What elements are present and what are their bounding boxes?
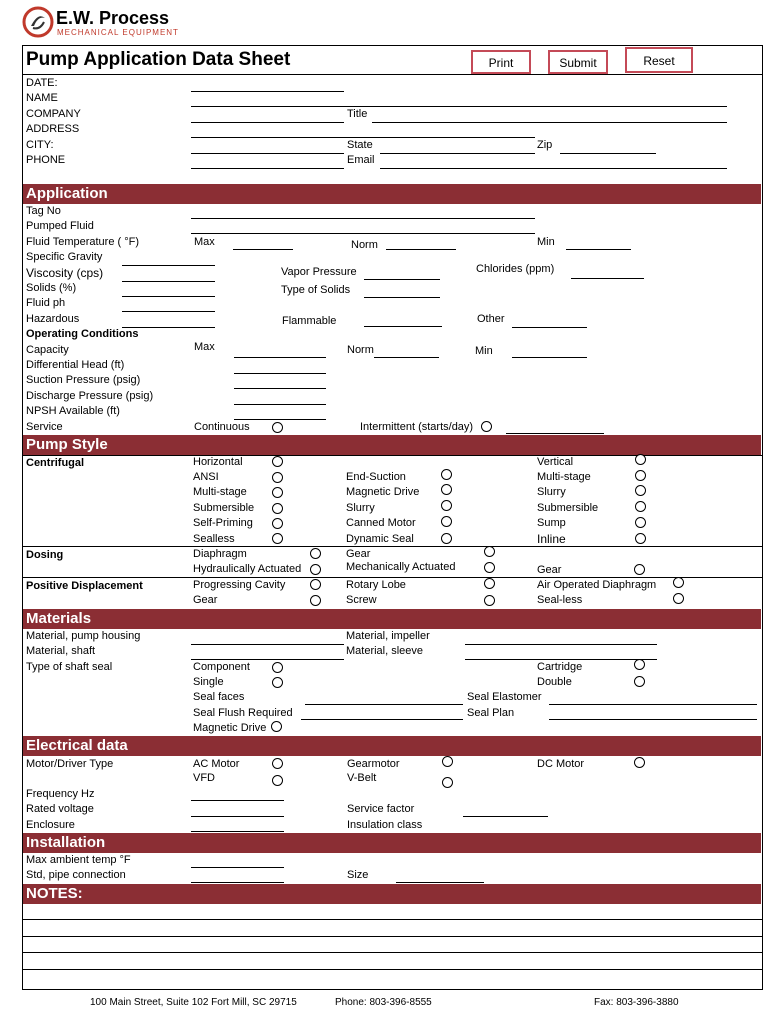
address-field[interactable] — [191, 137, 535, 138]
print-button[interactable]: Print — [471, 50, 531, 74]
notes-line[interactable] — [22, 969, 763, 970]
suction-pressure-field[interactable] — [234, 388, 326, 389]
end-suction-radio[interactable] — [441, 469, 452, 480]
specific-gravity-label: Specific Gravity — [26, 251, 103, 263]
notes-line[interactable] — [22, 919, 763, 920]
intermittent-field[interactable] — [506, 433, 604, 434]
continuous-label: Continuous — [194, 421, 250, 433]
section-electrical: Electrical data — [23, 736, 761, 756]
service-factor-label: Service factor — [347, 803, 415, 815]
seal-flush-field[interactable] — [301, 719, 463, 720]
fluid-temp-min-field[interactable] — [566, 249, 631, 250]
size-field[interactable] — [396, 882, 484, 883]
company-label: COMPANY — [26, 108, 81, 120]
vbelt-radio[interactable] — [442, 777, 453, 788]
page-title: Pump Application Data Sheet — [26, 49, 291, 70]
seal-plan-field[interactable] — [549, 719, 757, 720]
date-field[interactable] — [191, 91, 344, 92]
npsh-field[interactable] — [234, 419, 326, 420]
name-label: NAME — [26, 92, 58, 104]
type-of-solids-field[interactable] — [364, 297, 440, 298]
pd-option-label: Air Operated Diaphragm — [537, 579, 657, 591]
dosing-option-label: Hydraulically Actuated — [193, 563, 302, 575]
vbelt-label: V-Belt — [347, 772, 377, 784]
vfd-label: VFD — [193, 772, 215, 784]
notes-line[interactable] — [22, 936, 763, 937]
state-field[interactable] — [380, 153, 535, 154]
pd-option-label: Gear — [193, 594, 218, 606]
seal-plan-label: Seal Plan — [467, 707, 515, 719]
component-radio[interactable] — [272, 662, 283, 673]
canned-motor-radio[interactable] — [441, 516, 452, 527]
centrifugal-option-label: Slurry — [346, 502, 375, 514]
dosing-option-label: Gear — [346, 548, 371, 560]
capacity-min-field[interactable] — [512, 357, 587, 358]
date-label: DATE: — [26, 77, 58, 89]
centrifugal-option-label: Magnetic Drive — [346, 486, 420, 498]
centrifugal-option-label: Multi-stage — [537, 471, 591, 483]
centrifugal-option-label: Submersible — [193, 502, 255, 514]
single-label: Single — [193, 676, 224, 688]
submit-button[interactable]: Submit — [548, 50, 608, 74]
city-field[interactable] — [191, 153, 344, 154]
submersible-vertical-radio[interactable] — [635, 501, 646, 512]
horizontal-radio[interactable] — [272, 456, 283, 467]
notes-line[interactable] — [22, 952, 763, 953]
logo-name: E.W. Process — [56, 8, 170, 28]
section-application: Application — [23, 184, 761, 204]
centrifugal-option-label: Submersible — [537, 502, 599, 514]
capacity-max-field[interactable] — [234, 357, 326, 358]
seal-flush-label: Seal Flush Required — [193, 707, 293, 719]
submersible-radio[interactable] — [272, 503, 283, 514]
footer-fax: Fax: 803-396-3880 — [594, 997, 679, 1008]
tag-no-label: Tag No — [26, 205, 61, 217]
centrifugal-divider-top — [22, 455, 763, 456]
name-field[interactable] — [191, 106, 727, 107]
progressing-cavity-radio[interactable] — [310, 579, 321, 590]
air-operated-diaphragm-radio[interactable] — [673, 577, 684, 588]
section-pump-style: Pump Style — [23, 435, 761, 455]
enclosure-label: Enclosure — [26, 819, 75, 831]
email-label: Email — [347, 154, 375, 166]
double-radio[interactable] — [634, 676, 645, 687]
tag-no-field[interactable] — [191, 218, 535, 219]
pd-option-label: Progressing Cavity — [193, 579, 286, 591]
dosing-divider — [22, 546, 763, 547]
std-pipe-field[interactable] — [191, 882, 284, 883]
other-label: Other — [477, 313, 505, 325]
mechanically-actuated-radio[interactable] — [484, 562, 495, 573]
centrifugal-option-label: Sump — [537, 517, 566, 529]
phone-field[interactable] — [191, 168, 344, 169]
flammable-field[interactable] — [364, 326, 442, 327]
max-ambient-label: Max ambient temp °F — [26, 854, 131, 866]
company-field[interactable] — [191, 122, 344, 123]
shaft-field[interactable] — [191, 659, 344, 660]
centrifugal-option-label: Dynamic Seal — [346, 533, 414, 545]
pumped-fluid-label: Pumped Fluid — [26, 220, 94, 232]
sump-radio[interactable] — [635, 517, 646, 528]
vapor-pressure-field[interactable] — [364, 279, 440, 280]
discharge-pressure-label: Discharge Pressure (psig) — [26, 390, 154, 402]
suction-pressure-label: Suction Pressure (psig) — [26, 374, 141, 386]
shaft-label: Material, shaft — [26, 645, 96, 657]
fluid-temp-norm-field[interactable] — [386, 249, 456, 250]
centrifugal-option-label: Horizontal — [193, 456, 243, 468]
std-pipe-label: Std, pipe connection — [26, 869, 126, 881]
diaphragm-radio[interactable] — [310, 548, 321, 559]
section-notes: NOTES: — [23, 884, 761, 904]
capacity-max-label: Max — [194, 341, 215, 353]
chlorides-label: Chlorides (ppm) — [476, 263, 555, 275]
service-label: Service — [26, 421, 63, 433]
cartridge-label: Cartridge — [537, 661, 583, 673]
centrifugal-option-label: Sealless — [193, 533, 235, 545]
capacity-min-label: Min — [475, 345, 493, 357]
city-label: CITY: — [26, 139, 54, 151]
reset-button[interactable]: Reset — [625, 47, 693, 73]
slurry-radio[interactable] — [441, 500, 452, 511]
dc-motor-label: DC Motor — [537, 758, 585, 770]
phone-label: PHONE — [26, 154, 66, 166]
seal-elastomer-label: Seal Elastomer — [467, 691, 542, 703]
title-field[interactable] — [372, 122, 727, 123]
dc-motor-radio[interactable] — [634, 757, 645, 768]
centrifugal-option-label: Vertical — [537, 456, 574, 468]
fluid-temp-max-field[interactable] — [233, 249, 293, 250]
capacity-label: Capacity — [26, 344, 69, 356]
multistage-radio[interactable] — [272, 487, 283, 498]
gear-pd-radio[interactable] — [310, 595, 321, 606]
fluid-temp-norm-label: Norm — [351, 239, 378, 251]
centrifugal-option-label: Canned Motor — [346, 517, 416, 529]
gearmotor-radio[interactable] — [442, 756, 453, 767]
fluid-temp-label: Fluid Temperature ( °F) — [26, 236, 140, 248]
fluid-ph-field[interactable] — [122, 311, 215, 312]
pd-option-label: Screw — [346, 594, 377, 606]
motor-type-label: Motor/Driver Type — [26, 758, 114, 770]
seal-faces-label: Seal faces — [193, 691, 245, 703]
specific-gravity-field[interactable] — [122, 265, 215, 266]
cartridge-radio[interactable] — [634, 659, 645, 670]
component-label: Component — [193, 661, 250, 673]
pd-option-label: Seal-less — [537, 594, 583, 606]
capacity-norm-field[interactable] — [374, 357, 439, 358]
rotary-lobe-radio[interactable] — [484, 578, 495, 589]
capacity-norm-label: Norm — [347, 344, 374, 356]
seal-faces-field[interactable] — [305, 704, 463, 705]
sealless-radio[interactable] — [272, 533, 283, 544]
double-label: Double — [537, 676, 572, 688]
fluid-temp-min-label: Min — [537, 236, 555, 248]
intermittent-label: Intermittent (starts/day) — [360, 421, 474, 433]
single-radio[interactable] — [272, 677, 283, 688]
frequency-label: Frequency Hz — [26, 788, 95, 800]
centrifugal-option-label: Slurry — [537, 486, 566, 498]
magnetic-drive-radio[interactable] — [441, 484, 452, 495]
viscosity-field[interactable] — [122, 281, 215, 282]
enclosure-field[interactable] — [191, 831, 284, 832]
viscosity-label: Viscosity (cps) — [26, 266, 104, 280]
npsh-label: NPSH Available (ft) — [26, 405, 120, 417]
centrifugal-label: Centrifugal — [26, 457, 85, 469]
type-of-solids-label: Type of Solids — [281, 284, 351, 296]
solids-label: Solids (%) — [26, 282, 77, 294]
screw-radio[interactable] — [484, 595, 495, 606]
pd-option-label: Rotary Lobe — [346, 579, 406, 591]
hazardous-label: Hazardous — [26, 313, 80, 325]
vertical-radio[interactable] — [635, 454, 646, 465]
positive-displacement-label: Positive Displacement — [26, 580, 143, 592]
gear-dosing-right-radio[interactable] — [634, 564, 645, 575]
rated-voltage-label: Rated voltage — [26, 803, 94, 815]
other-field[interactable] — [512, 327, 587, 328]
zip-field[interactable] — [560, 153, 656, 154]
logo-tagline: MECHANICAL EQUIPMENT — [57, 28, 179, 37]
title-divider — [22, 74, 763, 75]
housing-label: Material, pump housing — [26, 630, 141, 642]
intermittent-radio[interactable] — [481, 421, 492, 432]
inline-radio[interactable] — [635, 533, 646, 544]
seal-less-radio[interactable] — [673, 593, 684, 604]
centrifugal-option-label: Inline — [537, 532, 566, 546]
insulation-class-label: Insulation class — [347, 819, 423, 831]
centrifugal-option-label: Multi-stage — [193, 486, 247, 498]
hydraulically-actuated-radio[interactable] — [310, 564, 321, 575]
dynamic-seal-radio[interactable] — [441, 533, 452, 544]
email-field[interactable] — [380, 168, 727, 169]
dosing-option-label: Mechanically Actuated — [346, 561, 456, 573]
dosing-label: Dosing — [26, 549, 64, 561]
housing-field[interactable] — [191, 644, 344, 645]
company-logo — [22, 6, 192, 40]
section-materials: Materials — [23, 609, 761, 629]
logo-icon — [22, 6, 54, 38]
centrifugal-option-label: ANSI — [193, 471, 219, 483]
ac-motor-label: AC Motor — [193, 758, 240, 770]
differential-head-field[interactable] — [234, 373, 326, 374]
footer-phone: Phone: 803-396-8555 — [335, 997, 432, 1008]
pd-divider — [22, 577, 763, 578]
zip-label: Zip — [537, 139, 553, 151]
multistage-vertical-radio[interactable] — [635, 470, 646, 481]
size-label: Size — [347, 869, 369, 881]
sleeve-field[interactable] — [465, 659, 657, 660]
magnetic-drive-seal-radio[interactable] — [271, 721, 282, 732]
dosing-option-label: Diaphragm — [193, 548, 247, 560]
solids-field[interactable] — [122, 296, 215, 297]
address-label: ADDRESS — [26, 123, 80, 135]
frequency-field[interactable] — [191, 800, 284, 801]
chlorides-field[interactable] — [571, 278, 644, 279]
title-label: Title — [347, 108, 368, 120]
centrifugal-option-label: Self-Priming — [193, 517, 253, 529]
flammable-label: Flammable — [282, 315, 337, 327]
max-ambient-field[interactable] — [191, 867, 284, 868]
discharge-pressure-field[interactable] — [234, 404, 326, 405]
magnetic-drive-label: Magnetic Drive — [193, 722, 267, 734]
gearmotor-label: Gearmotor — [347, 758, 400, 770]
dosing-option-label: Gear — [537, 564, 562, 576]
operating-conditions-label: Operating Conditions — [26, 328, 139, 340]
section-installation: Installation — [23, 833, 761, 853]
footer-address: 100 Main Street, Suite 102 Fort Mill, SC 29715 — [90, 997, 297, 1008]
impeller-label: Material, impeller — [346, 630, 430, 642]
sleeve-label: Material, sleeve — [346, 645, 424, 657]
state-label: State — [347, 139, 373, 151]
centrifugal-option-label: End-Suction — [346, 471, 406, 483]
self-priming-radio[interactable] — [272, 518, 283, 529]
differential-head-label: Differential Head (ft) — [26, 359, 125, 371]
seal-elastomer-field[interactable] — [549, 704, 757, 705]
vfd-radio[interactable] — [272, 775, 283, 786]
gear-dosing-radio[interactable] — [484, 546, 495, 557]
fluid-ph-label: Fluid ph — [26, 297, 66, 309]
vapor-pressure-label: Vapor Pressure — [281, 266, 357, 278]
continuous-radio[interactable] — [272, 422, 283, 433]
ac-motor-radio[interactable] — [272, 758, 283, 769]
rated-voltage-field[interactable] — [191, 816, 284, 817]
slurry-vertical-radio[interactable] — [635, 485, 646, 496]
shaft-seal-label: Type of shaft seal — [26, 661, 113, 673]
impeller-field[interactable] — [465, 644, 657, 645]
ansi-radio[interactable] — [272, 472, 283, 483]
pumped-fluid-field[interactable] — [191, 233, 535, 234]
service-factor-field[interactable] — [463, 816, 548, 817]
fluid-temp-max-label: Max — [194, 236, 215, 248]
